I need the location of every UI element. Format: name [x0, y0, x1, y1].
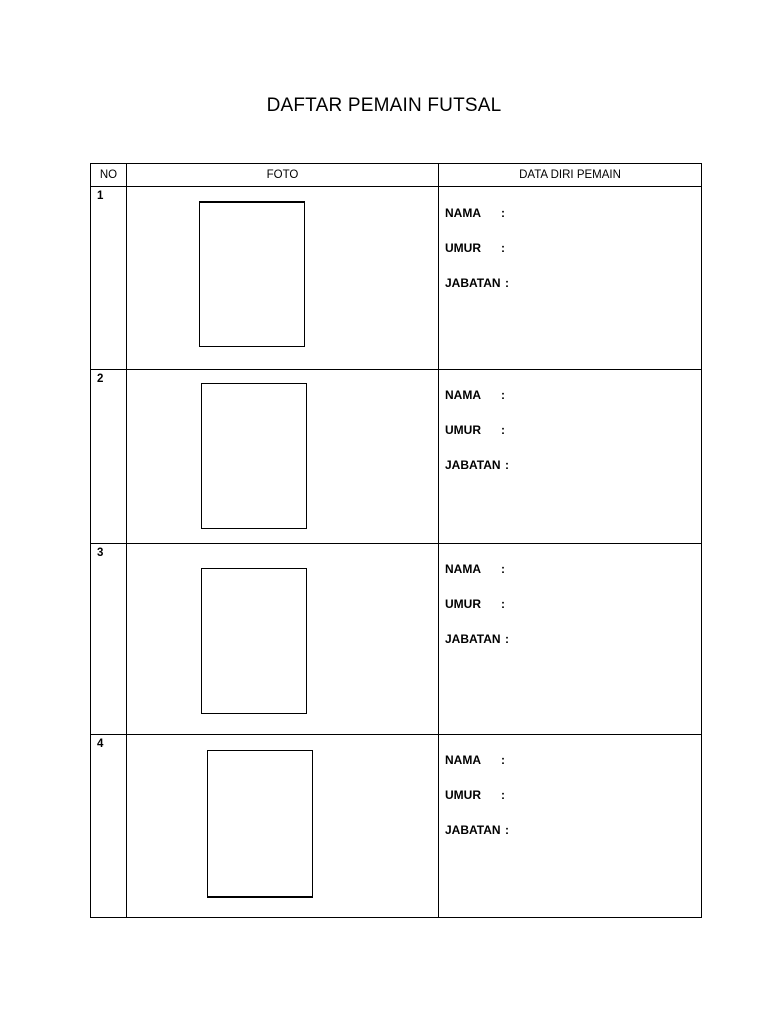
field-umur: UMUR :	[445, 423, 505, 437]
photo-cell	[127, 370, 439, 544]
player-data-cell	[439, 544, 702, 735]
field-jabatan: JABATAN :	[445, 276, 509, 290]
photo-frame	[199, 201, 305, 347]
field-jabatan: JABATAN :	[445, 458, 509, 472]
page-title: DAFTAR PEMAIN FUTSAL	[266, 95, 502, 116]
player-data-cell	[439, 370, 702, 544]
field-umur: UMUR :	[445, 597, 505, 611]
photo-cell	[127, 187, 439, 370]
table-row	[91, 187, 702, 370]
header-data: DATA DIRI PEMAIN	[439, 164, 702, 187]
header-foto: FOTO	[127, 164, 439, 187]
table-row	[91, 370, 702, 544]
row-number: 2	[91, 370, 127, 544]
field-umur: UMUR :	[445, 788, 505, 802]
photo-cell	[127, 544, 439, 735]
photo-frame	[201, 383, 307, 529]
field-nama: NAMA :	[445, 206, 505, 220]
player-data-cell	[439, 735, 702, 918]
row-number: 1	[91, 187, 127, 370]
row-number: 4	[91, 735, 127, 918]
photo-frame	[201, 568, 307, 714]
photo-cell	[127, 735, 439, 918]
photo-frame	[207, 750, 313, 898]
table-row	[91, 544, 702, 735]
field-jabatan: JABATAN :	[445, 632, 509, 646]
table-header-row	[91, 164, 702, 187]
field-nama: NAMA :	[445, 753, 505, 767]
header-no: NO	[91, 164, 127, 187]
field-nama: NAMA :	[445, 562, 505, 576]
field-nama: NAMA :	[445, 388, 505, 402]
field-jabatan: JABATAN :	[445, 823, 509, 837]
field-umur: UMUR :	[445, 241, 505, 255]
player-data-cell	[439, 187, 702, 370]
player-table	[90, 163, 702, 918]
row-number: 3	[91, 544, 127, 735]
table-row	[91, 735, 702, 918]
